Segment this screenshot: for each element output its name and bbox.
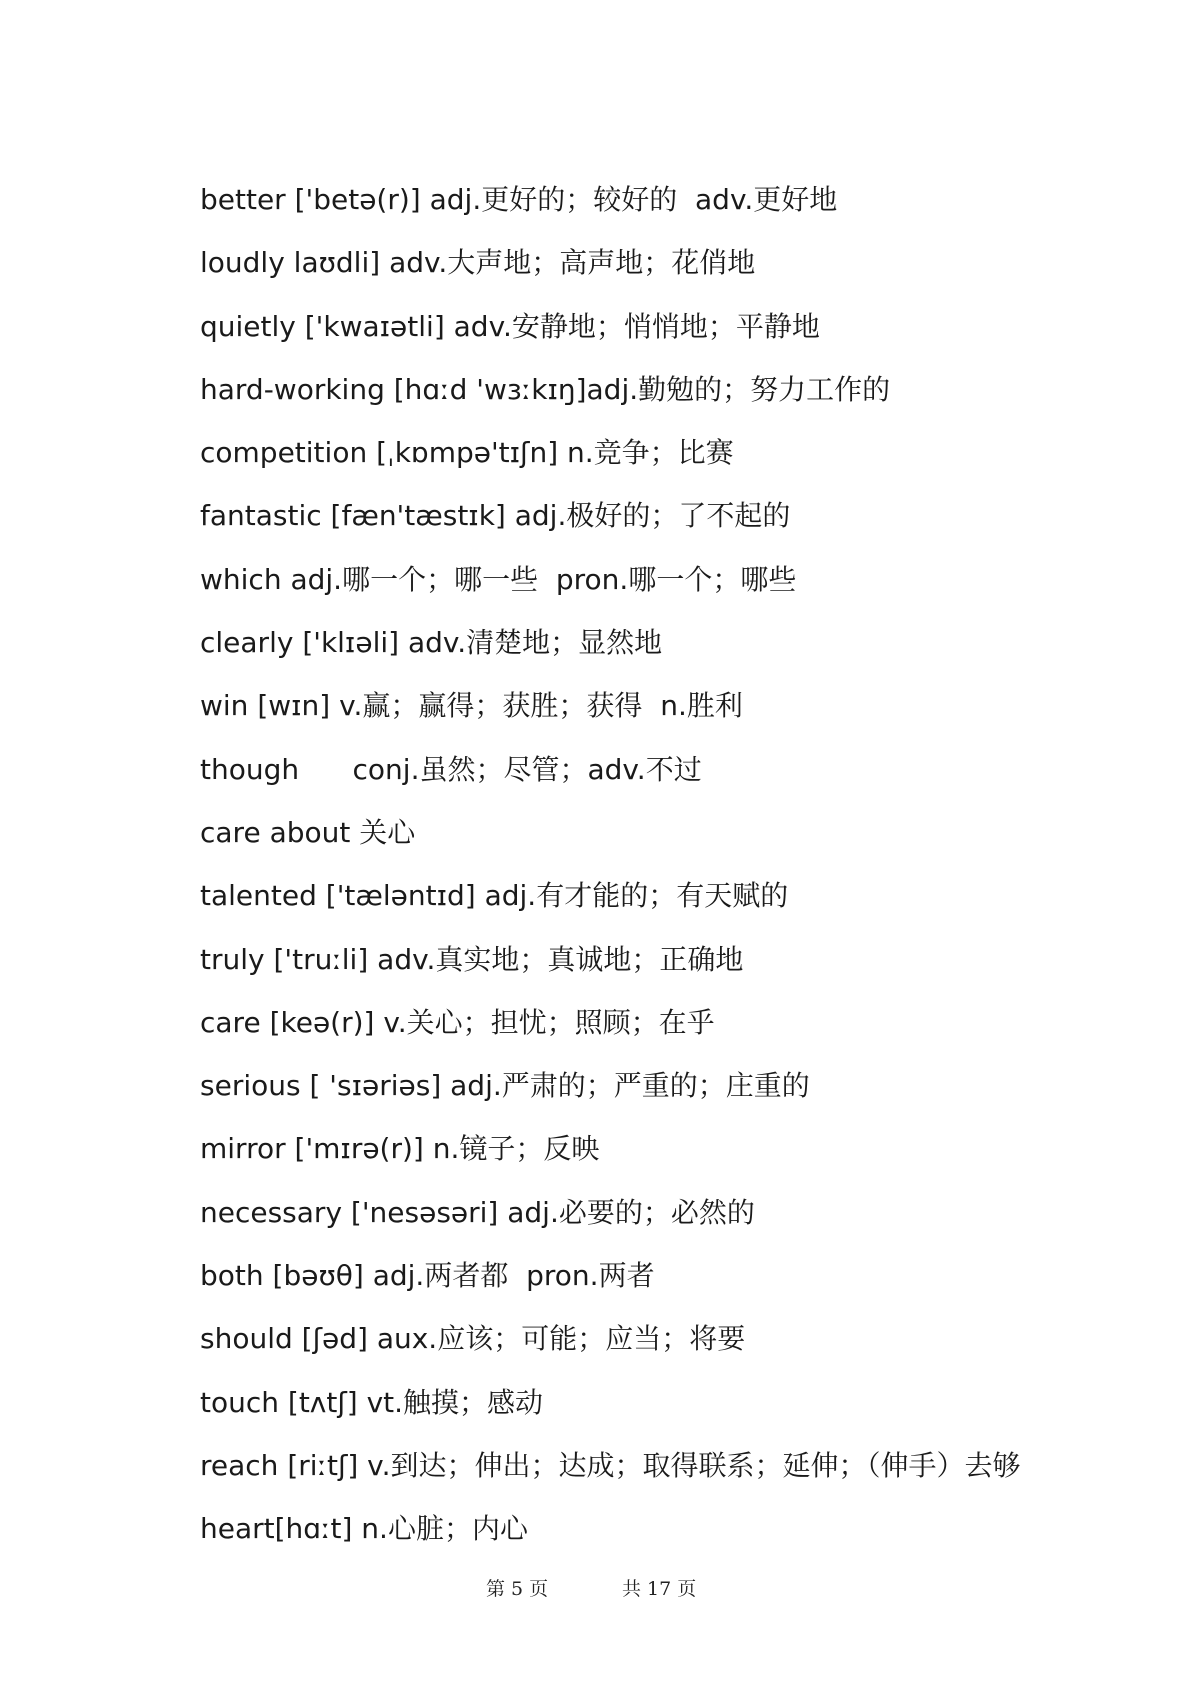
- vocab-entry-which: which adj.哪一个；哪一些 pron.哪一个；哪些: [200, 562, 797, 596]
- page-total: 共 17 页: [622, 1578, 697, 1600]
- vocab-entry-win: win [wɪn] v.赢；赢得；获胜；获得 n.胜利: [200, 689, 743, 723]
- vocab-entry-competition: competition [ˌkɒmpə'tɪʃn] n.竞争；比赛: [200, 436, 734, 470]
- vocab-entry-truly: truly ['truːli] adv.真实地；真诚地；正确地: [200, 942, 744, 976]
- vocab-entry-reach: reach [riːtʃ] v.到达；伸出；达成；取得联系；延伸；（伸手）去够: [200, 1448, 1021, 1482]
- vocab-entry-touch: touch [tʌtʃ] vt.触摸；感动: [200, 1385, 544, 1419]
- vocab-entry-fantastic: fantastic [fæn'tæstɪk] adj.极好的；了不起的: [200, 499, 791, 533]
- vocab-entry-serious: serious [ 'sɪəriəs] adj.严肃的；严重的；庄重的: [200, 1069, 810, 1103]
- vocab-entry-clearly: clearly ['klɪəli] adv.清楚地；显然地: [200, 626, 663, 660]
- page-number: 第 5 页: [486, 1578, 549, 1600]
- vocab-entry-hard-working: hard-working [hɑːd 'wɜːkɪŋ]adj.勤勉的；努力工作的: [200, 372, 891, 406]
- vocab-entry-necessary: necessary ['nesəsəri] adj.必要的；必然的: [200, 1195, 755, 1229]
- vocab-entry-talented: talented ['tæləntɪd] adj.有才能的；有天赋的: [200, 879, 789, 913]
- vocab-entry-loudly: loudly laʊdli] adv.大声地；高声地；花俏地: [200, 246, 756, 280]
- page-footer: [0, 1574, 1200, 1604]
- vocab-entry-care-about: care about 关心: [200, 815, 416, 849]
- vocab-entry-better: better ['betə(r)] adj.更好的；较好的 adv.更好地: [200, 183, 838, 216]
- vocab-entry-both: both [bəʊθ] adj.两者都 pron.两者: [200, 1259, 655, 1293]
- vocab-entry-though: though conj.虽然；尽管；adv.不过: [200, 752, 702, 786]
- vocab-entry-quietly: quietly ['kwaɪətli] adv.安静地；悄悄地；平静地: [200, 309, 820, 343]
- vocabulary-list: [200, 168, 1020, 1561]
- vocab-entry-heart: heart[hɑːt] n.心脏；内心: [200, 1512, 528, 1546]
- vocab-entry-mirror: mirror ['mɪrə(r)] n.镜子；反映: [200, 1132, 600, 1166]
- vocab-entry-care: care [keə(r)] v.关心；担忧；照顾；在乎: [200, 1005, 715, 1039]
- vocab-entry-should: should [ʃəd] aux.应该；可能；应当；将要: [200, 1322, 746, 1356]
